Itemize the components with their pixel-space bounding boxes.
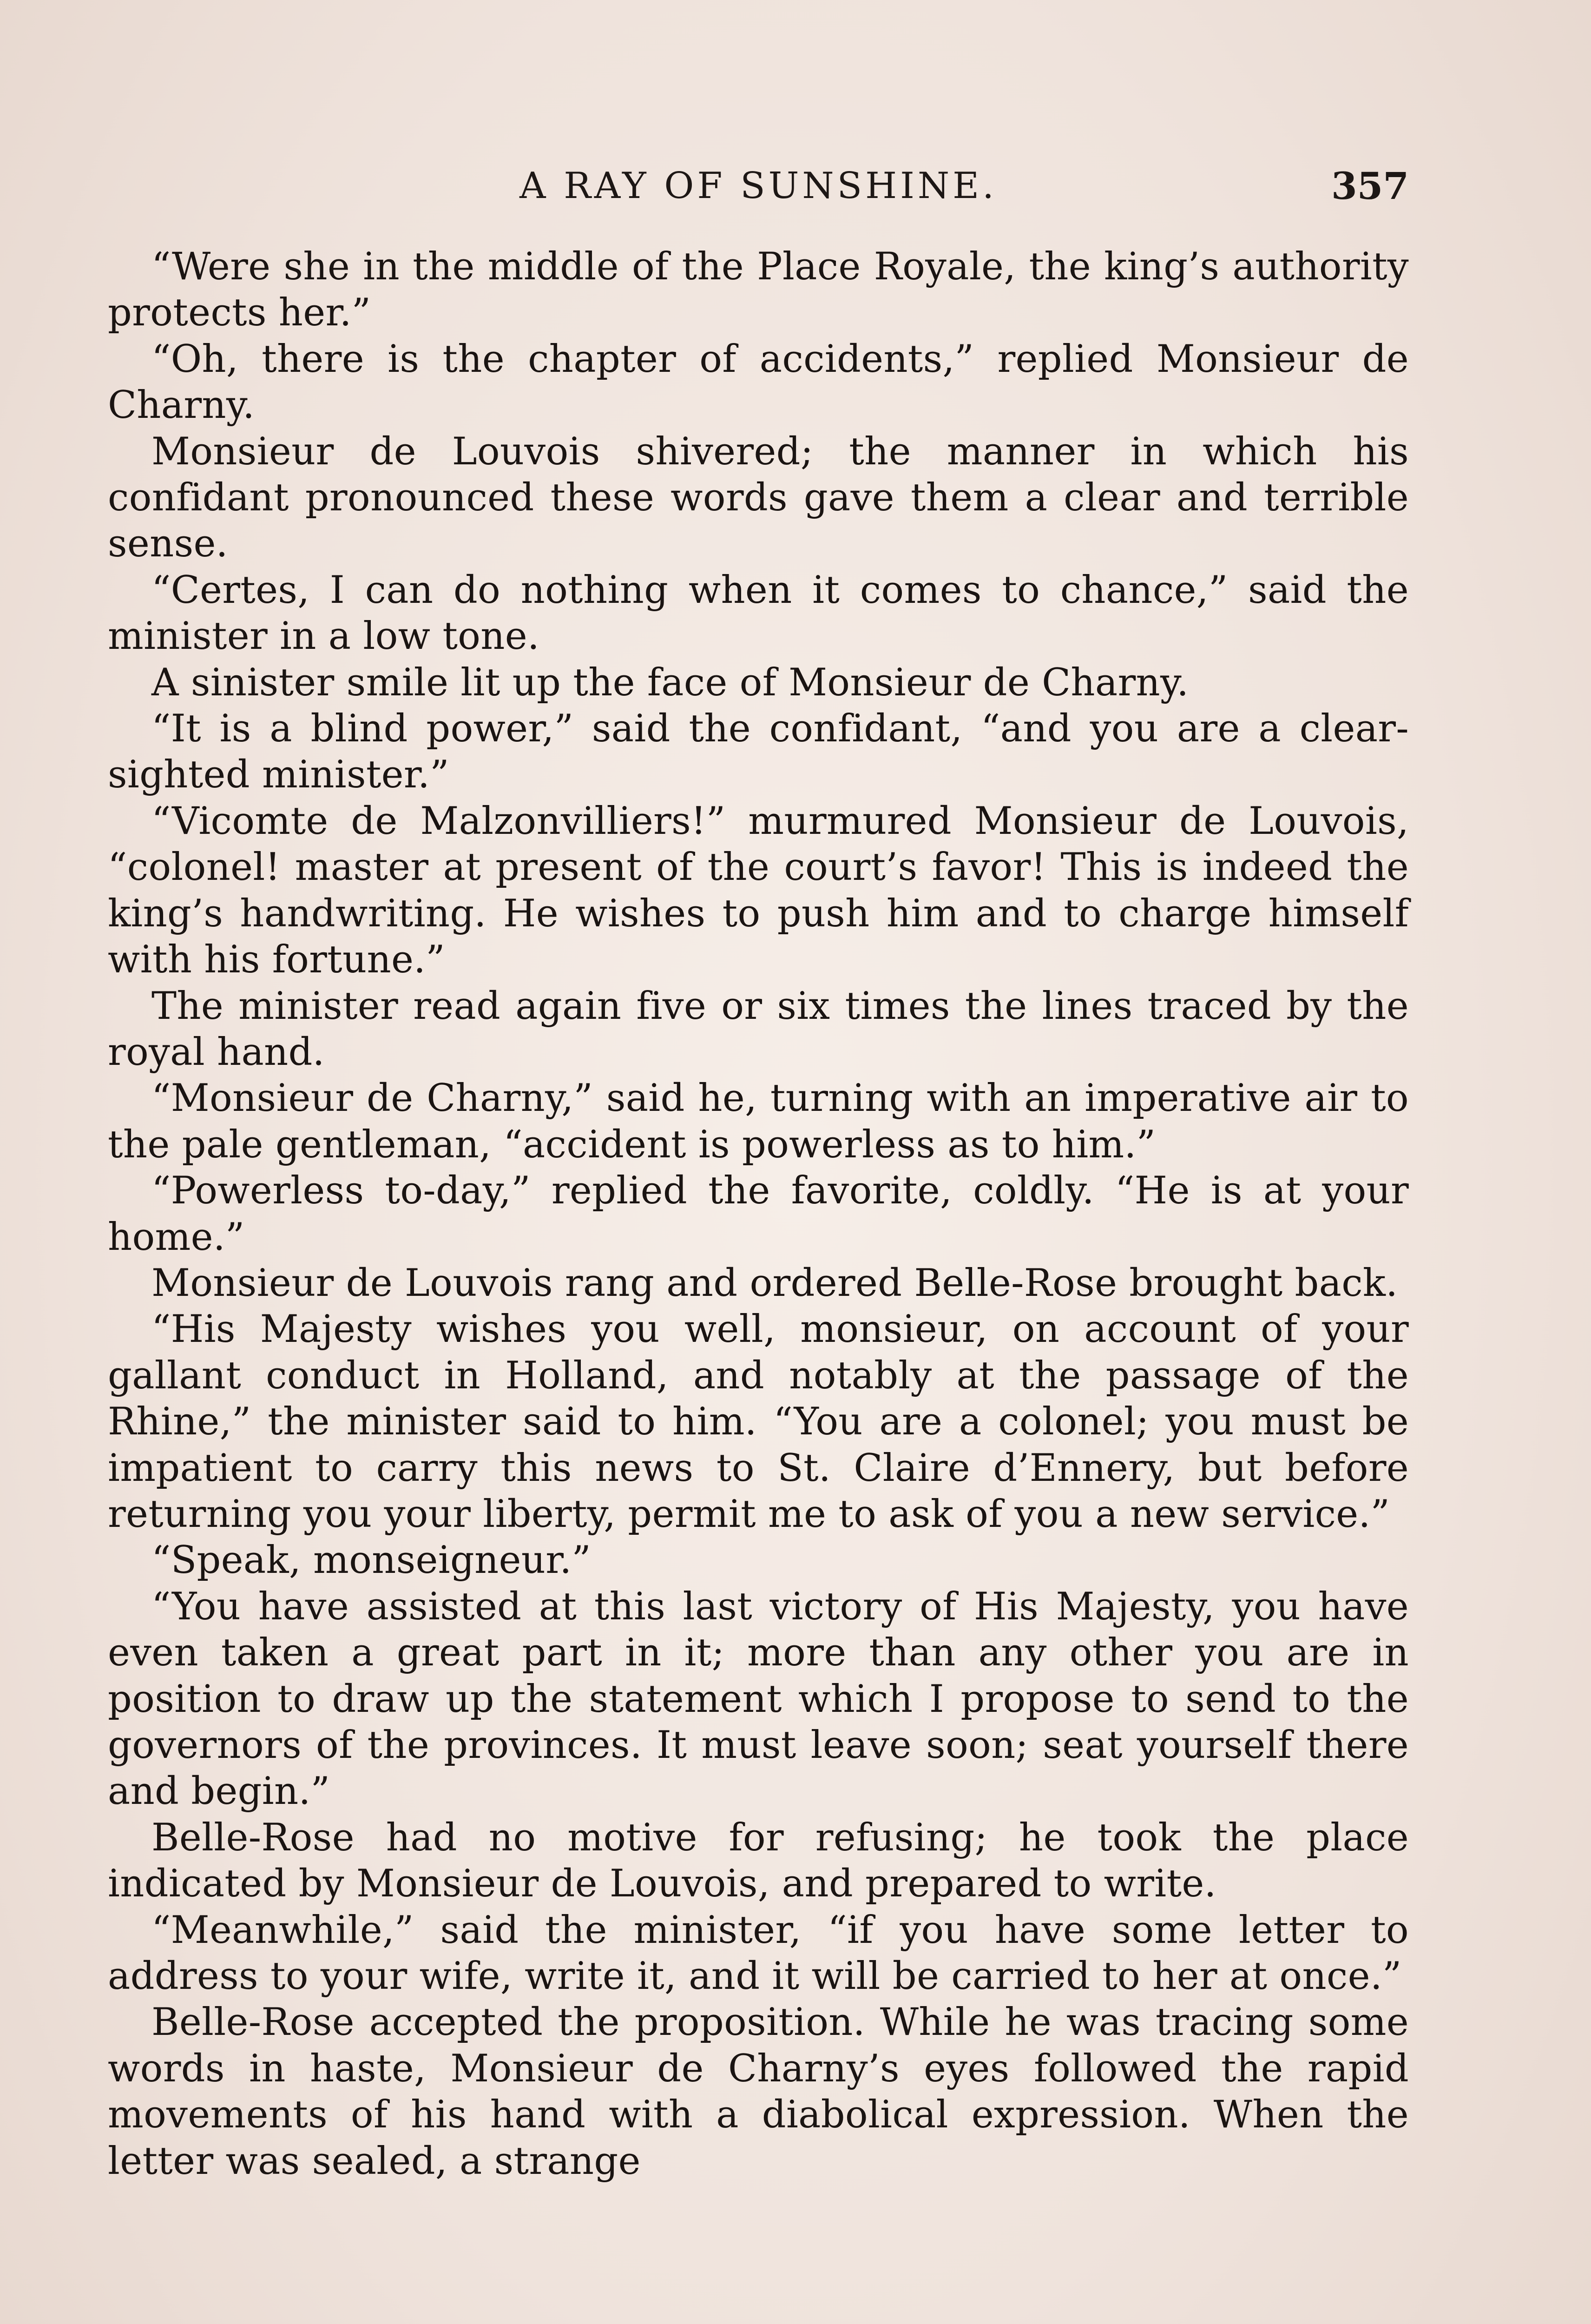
paragraph: “Vicomte de Malzonvilliers!” murmured Monsieur de Louvois, “colonel! master at present of the court’s favor! This is indeed the king’s handwriting. He wishes to push him and to charge himself with his fortune.” [108,799,1409,982]
paragraph: Monsieur de Louvois rang and ordered Belle-Rose brought back. [151,1261,1398,1305]
paragraph: “Powerless to-day,” replied the favorite, coldly. “He is at your home.” [108,1169,1409,1259]
paragraph: Belle-Rose accepted the proposition. While he was tracing some words in haste, Monsieur de Charny’s eyes followed the rapid movements of his hand with a diabolical expression. When the letter was sealed, a strange [108,2000,1409,2183]
paragraph: “You have assisted at this last victory of His Majesty, you have even taken a great part in it; more than any other you are in position to draw up the statement which I propose to send to the governors of the provinces. It must leave soon; seat yourself there and begin.” [108,1585,1409,1814]
paragraph: A sinister smile lit up the face of Monsieur de Charny. [151,660,1189,705]
paragraph: “Speak, monseigneur.” [151,1538,592,1583]
paragraph: The minister read again five or six times the lines traced by the royal hand. [108,984,1409,1074]
paragraph: Belle-Rose had no motive for refusing; he took the place indicated by Monsieur de Louvois, and prepared to write. [108,1816,1409,1906]
body-text [108,244,1409,2185]
running-head [108,160,1409,216]
running-title: A RAY OF SUNSHINE. [519,165,997,207]
paragraph: “Certes, I can do nothing when it comes to chance,” said the minister in a low tone. [108,568,1409,659]
paragraph: “It is a blind power,” said the confidant, “and you are a clear-sighted minister.” [108,707,1409,797]
page-number: 357 [1331,164,1409,208]
paragraph: Monsieur de Louvois shivered; the manner in which his confidant pronounced these words gave them a clear and terrible sense. [108,429,1409,566]
paragraph: “Were she in the middle of the Place Royale, the king’s authority protects her.” [108,245,1409,335]
paragraph: “His Majesty wishes you well, monsieur, on account of your gallant conduct in Holland, and notably at the passage of the Rhine,” the minister said to him. “You are a colonel; you must be impatient to carry this news to St. Claire d’Ennery, but before returning you your liberty, permit me to ask of you a new service.” [108,1307,1409,1536]
paragraph: “Oh, there is the chapter of accidents,” replied Monsieur de Charny. [108,337,1409,428]
paragraph: “Meanwhile,” said the minister, “if you have some letter to address to your wife, write it, and it will be carried to her at once.” [108,1908,1409,1999]
paragraph: “Monsieur de Charny,” said he, turning with an imperative air to the pale gentleman, “accident is powerless as to him.” [108,1076,1409,1167]
